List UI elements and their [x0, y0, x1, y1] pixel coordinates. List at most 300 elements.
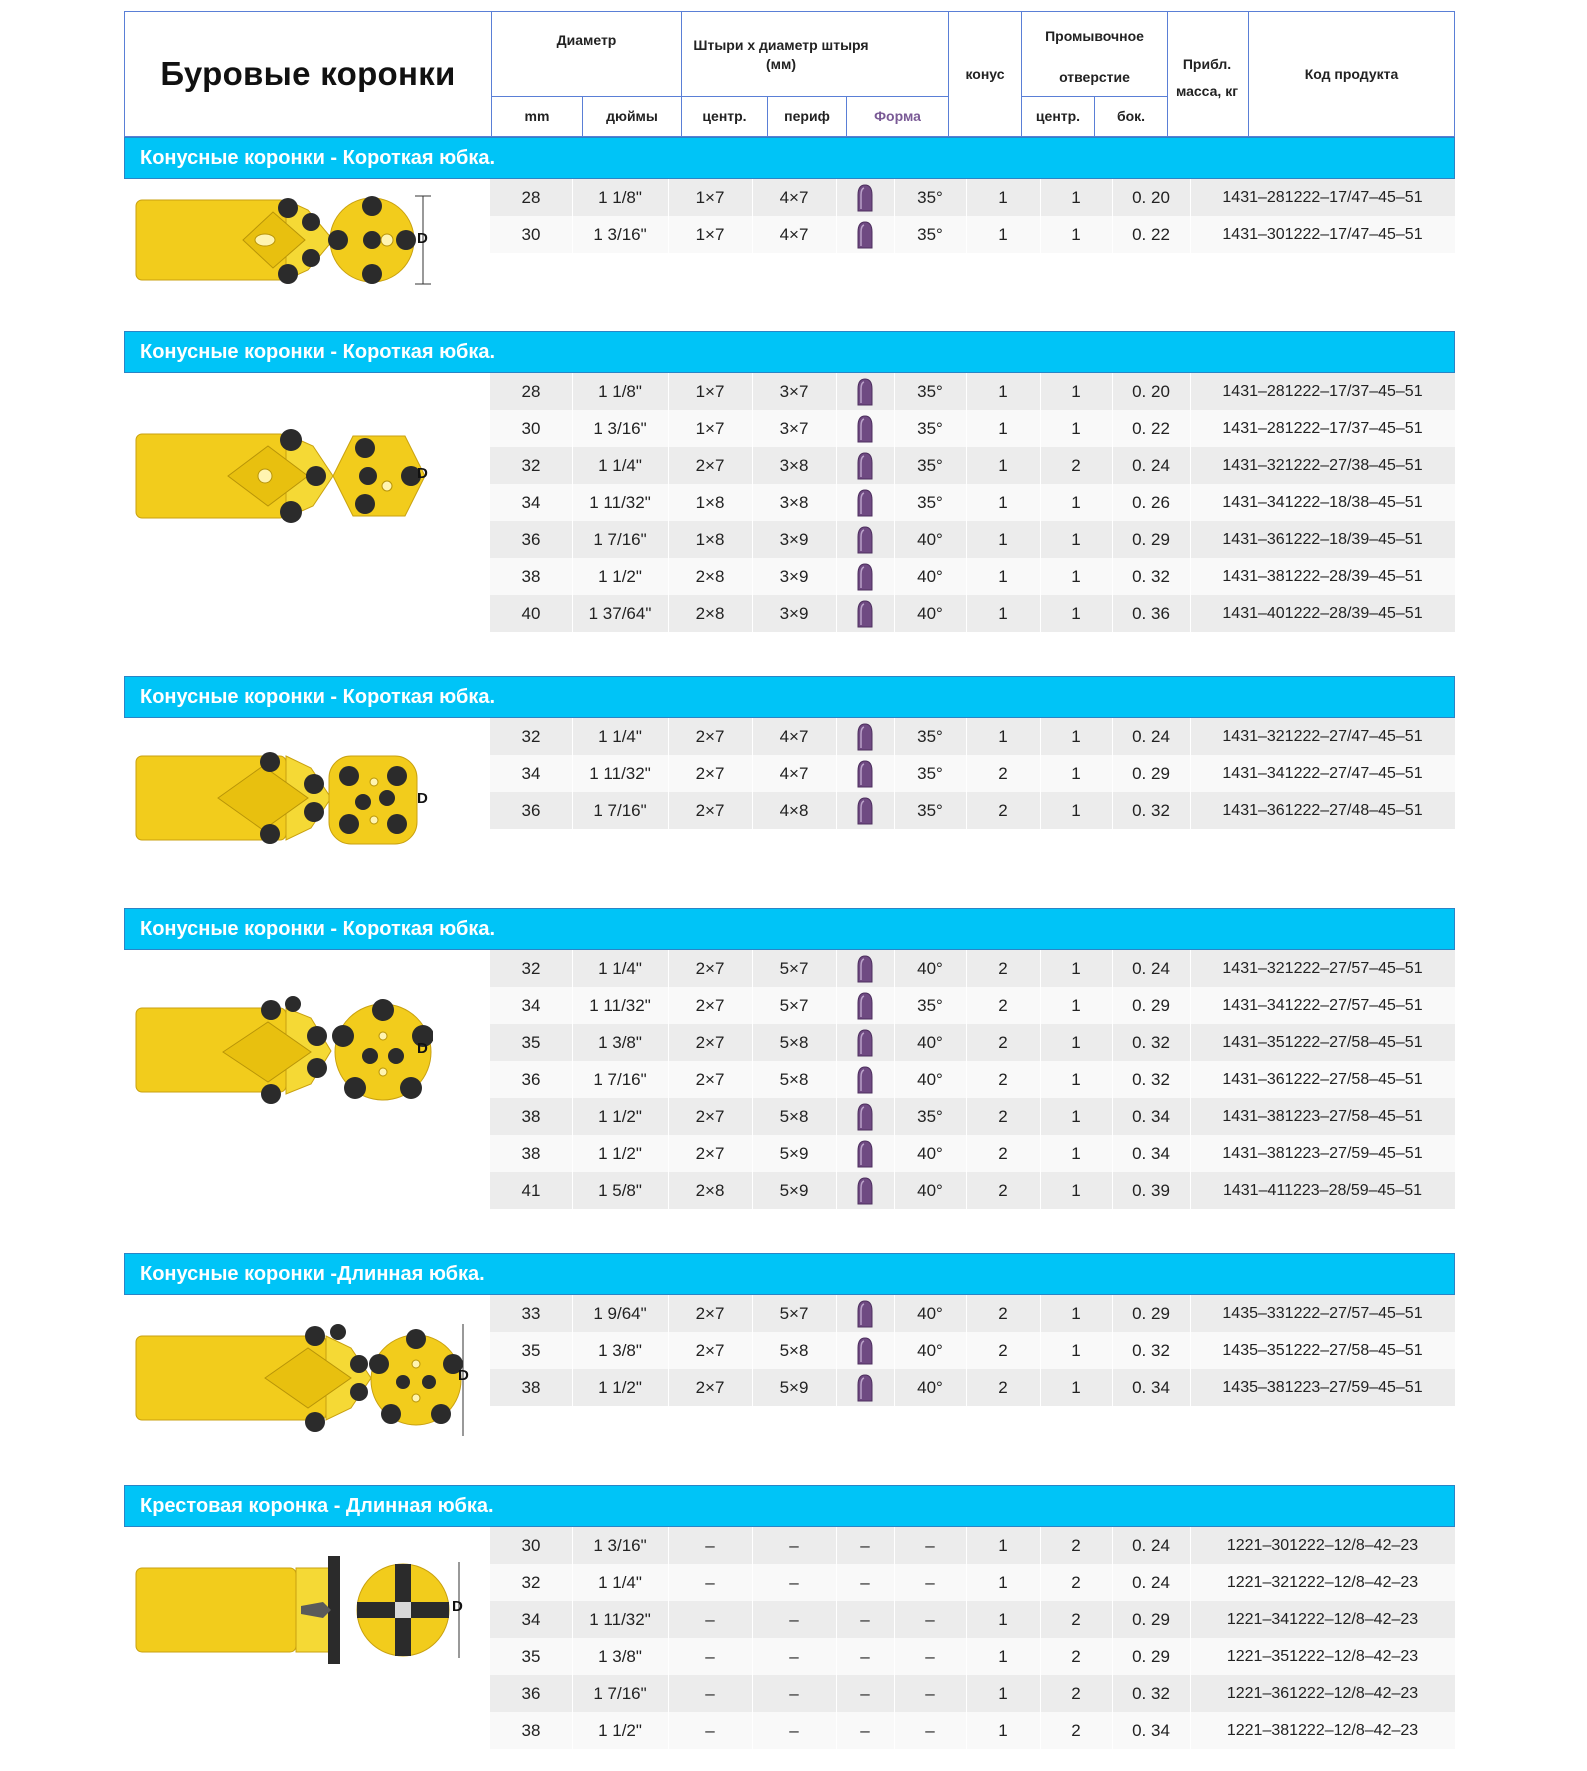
cell-p: 5×9: [779, 1143, 809, 1163]
cell-in: 1 7/16": [593, 1069, 647, 1089]
cell-c: 2×7: [695, 455, 725, 475]
cell-mm: 38: [521, 1106, 541, 1126]
header-flush-side: бок.: [1116, 108, 1146, 125]
cell-mass: 0. 32: [1132, 1069, 1170, 1089]
cell-p: 4×8: [779, 800, 809, 820]
cell-fs: 1: [1071, 418, 1081, 438]
section-band-3: Конусные коронки - Короткая юбка.: [124, 676, 1455, 718]
cell-mass: 0. 24: [1132, 726, 1170, 746]
cell-code: 1431–281222–17/37–45–51: [1222, 382, 1423, 400]
cell-in: 1 1/2": [598, 1106, 642, 1126]
cell-mm: 30: [521, 1535, 541, 1555]
cell-cone: –: [925, 1535, 935, 1555]
cell-cone: 35°: [917, 726, 943, 746]
cell-mm: 28: [521, 187, 541, 207]
cell-in: 1 3/8": [598, 1340, 642, 1360]
cell-p: –: [789, 1535, 799, 1555]
cell-fc: 1: [998, 1535, 1008, 1555]
cell-in: 1 7/16": [593, 800, 647, 820]
cell-code: 1431–321222–27/57–45–51: [1222, 959, 1423, 977]
cell-mass: 0. 26: [1132, 492, 1170, 512]
header-mass: Прибл. масса, кг: [1175, 56, 1239, 99]
cell-shape: –: [860, 1609, 870, 1629]
cell-mass: 0. 29: [1132, 529, 1170, 549]
cell-fs: 1: [1071, 381, 1081, 401]
table-row: [490, 950, 1455, 987]
cell-p: 5×7: [779, 958, 809, 978]
cell-p: 4×7: [779, 726, 809, 746]
cell-fc: 1: [998, 224, 1008, 244]
cell-mm: 36: [521, 1069, 541, 1089]
cell-mm: 34: [521, 763, 541, 783]
cell-p: 5×9: [779, 1180, 809, 1200]
cell-code: 1221–351222–12/8–42–23: [1226, 1647, 1419, 1665]
pin-shape-icon-graphic: [855, 562, 875, 592]
cell-c: 1×8: [695, 492, 725, 512]
pin-shape-icon-graphic: [855, 1102, 875, 1132]
cell-cone: 35°: [917, 418, 943, 438]
cell-mm: 38: [521, 566, 541, 586]
cell-fc: 2: [998, 1303, 1008, 1323]
cell-in: 1 7/16": [593, 529, 647, 549]
cell-c: 2×8: [695, 603, 725, 623]
cell-fc: 2: [998, 1180, 1008, 1200]
table-row: [490, 373, 1455, 410]
cell-p: 4×7: [779, 187, 809, 207]
cell-fs: 1: [1071, 603, 1081, 623]
cell-p: 5×7: [779, 1303, 809, 1323]
pin-shape-icon-graphic: [855, 991, 875, 1021]
cell-p: 3×7: [779, 381, 809, 401]
pin-shape-icon: [836, 447, 894, 484]
header-flush: Промывочное отверстие: [1045, 28, 1144, 85]
cell-in: 1 37/64": [588, 603, 652, 623]
cell-fc: 2: [998, 1340, 1008, 1360]
cell-in: 1 3/8": [598, 1646, 642, 1666]
pin-shape-icon: [836, 179, 894, 216]
cell-c: 1×7: [695, 224, 725, 244]
dimension-label: D: [458, 1367, 469, 1384]
cell-fc: 1: [998, 1683, 1008, 1703]
cell-in: 1 3/8": [598, 1032, 642, 1052]
cell-fs: 1: [1071, 763, 1081, 783]
cell-p: –: [789, 1683, 799, 1703]
table-row: [490, 410, 1455, 447]
cell-fs: 2: [1071, 1535, 1081, 1555]
cell-fs: 2: [1071, 1646, 1081, 1666]
cell-code: 1431–321222–27/38–45–51: [1222, 456, 1423, 474]
cell-code: 1221–341222–12/8–42–23: [1226, 1610, 1419, 1628]
cell-cone: 40°: [917, 1340, 943, 1360]
cell-mm: 38: [521, 1720, 541, 1740]
cell-code: 1431–351222–27/58–45–51: [1222, 1033, 1423, 1051]
cell-p: –: [789, 1646, 799, 1666]
pin-shape-icon: [836, 1295, 894, 1332]
cell-in: 1 1/2": [598, 1377, 642, 1397]
cell-fc: 2: [998, 1032, 1008, 1052]
table-row: [490, 1369, 1455, 1406]
pin-shape-icon-graphic: [855, 722, 875, 752]
cell-p: 5×8: [779, 1340, 809, 1360]
table-row: [490, 1061, 1455, 1098]
cell-mm: 32: [521, 1572, 541, 1592]
bit-illustration-5: [133, 1322, 473, 1438]
cell-c: 1×7: [695, 187, 725, 207]
cell-code: 1431–341222–18/38–45–51: [1222, 493, 1423, 511]
cell-p: 5×8: [779, 1032, 809, 1052]
pin-shape-icon-graphic: [855, 759, 875, 789]
cell-fs: 1: [1071, 1069, 1081, 1089]
cell-c: 1×8: [695, 529, 725, 549]
cell-mass: 0. 34: [1132, 1720, 1170, 1740]
cell-fs: 1: [1071, 1106, 1081, 1126]
page-title: [125, 12, 491, 136]
header-product-code: Код продукта: [1304, 65, 1399, 82]
cell-mm: 35: [521, 1032, 541, 1052]
cell-cone: 40°: [917, 1069, 943, 1089]
cell-in: 1 1/4": [598, 726, 642, 746]
cell-fc: 1: [998, 603, 1008, 623]
cell-cone: –: [925, 1572, 935, 1592]
cell-fs: 1: [1071, 1340, 1081, 1360]
cell-cone: –: [925, 1720, 935, 1740]
cell-c: 2×7: [695, 726, 725, 746]
cell-in: 1 1/2": [598, 1720, 642, 1740]
section-band-6: Крестовая коронка - Длинная юбка.: [124, 1485, 1455, 1527]
pin-shape-icon-graphic: [855, 1299, 875, 1329]
cell-fc: 1: [998, 381, 1008, 401]
table-row: [490, 1638, 1455, 1675]
cell-mass: 0. 34: [1132, 1377, 1170, 1397]
cell-p: 5×7: [779, 995, 809, 1015]
cell-fc: 2: [998, 1143, 1008, 1163]
cell-c: –: [705, 1572, 715, 1592]
cell-c: 2×7: [695, 1069, 725, 1089]
pin-shape-icon: [836, 1135, 894, 1172]
cell-mass: 0. 22: [1132, 224, 1170, 244]
cell-cone: 40°: [917, 529, 943, 549]
table-row: [490, 1712, 1455, 1749]
cell-c: –: [705, 1535, 715, 1555]
pin-shape-icon-graphic: [855, 451, 875, 481]
cell-c: 2×7: [695, 800, 725, 820]
pin-shape-icon-graphic: [855, 1065, 875, 1095]
cell-mass: 0. 29: [1132, 995, 1170, 1015]
dimension-label: D: [417, 230, 428, 247]
pin-shape-icon: [836, 410, 894, 447]
pin-shape-icon: [836, 1172, 894, 1209]
table-row: [490, 484, 1455, 521]
cell-p: 3×9: [779, 529, 809, 549]
cell-p: 5×8: [779, 1069, 809, 1089]
cell-c: –: [705, 1609, 715, 1629]
dimension-label: D: [417, 465, 428, 482]
cell-code: 1431–301222–17/47–45–51: [1222, 225, 1423, 243]
bit-illustration-3: [133, 748, 433, 848]
cell-p: 3×9: [779, 603, 809, 623]
cell-p: –: [789, 1720, 799, 1740]
header-flush-center: центр.: [1035, 108, 1081, 125]
cell-mass: 0. 29: [1132, 1646, 1170, 1666]
table-row: [490, 558, 1455, 595]
cell-fc: 2: [998, 1069, 1008, 1089]
cell-cone: 40°: [917, 1180, 943, 1200]
cell-cone: 35°: [917, 492, 943, 512]
cell-in: 1 1/2": [598, 1143, 642, 1163]
cell-mm: 33: [521, 1303, 541, 1323]
cell-mass: 0. 22: [1132, 418, 1170, 438]
cell-fs: 2: [1071, 455, 1081, 475]
pin-shape-icon: [836, 755, 894, 792]
header-shape: Форма: [874, 108, 921, 125]
pin-shape-icon: [836, 595, 894, 632]
cell-fc: 1: [998, 418, 1008, 438]
cell-mass: 0. 20: [1132, 187, 1170, 207]
cell-code: 1431–341222–27/57–45–51: [1222, 996, 1423, 1014]
cell-in: 1 11/32": [589, 1609, 651, 1629]
cell-c: –: [705, 1683, 715, 1703]
header-pins: Штыри х диаметр штыря (мм): [693, 37, 869, 72]
pin-shape-icon: [836, 521, 894, 558]
cell-shape: –: [860, 1572, 870, 1592]
cell-mass: 0. 24: [1132, 958, 1170, 978]
cell-code: 1221–321222–12/8–42–23: [1226, 1573, 1419, 1591]
cell-fs: 2: [1071, 1683, 1081, 1703]
cell-mass: 0. 36: [1132, 603, 1170, 623]
header-pins-periph: периф: [784, 108, 830, 125]
table-row: [490, 1295, 1455, 1332]
cell-in: 1 3/16": [593, 1535, 647, 1555]
cell-in: 1 11/32": [589, 995, 651, 1015]
cell-mm: 34: [521, 1609, 541, 1629]
cell-c: 2×7: [695, 1106, 725, 1126]
cell-in: 1 1/8": [598, 187, 642, 207]
pin-shape-icon: [836, 1332, 894, 1369]
cell-mm: 32: [521, 726, 541, 746]
cell-mass: 0. 24: [1132, 455, 1170, 475]
bit-illustration-4: [133, 996, 433, 1108]
cell-code: 1431–361222–18/39–45–51: [1222, 530, 1423, 548]
pin-shape-icon-graphic: [855, 1028, 875, 1058]
pin-shape-icon-graphic: [855, 414, 875, 444]
cell-cone: 35°: [917, 1106, 943, 1126]
cell-fs: 1: [1071, 529, 1081, 549]
pin-shape-icon-graphic: [855, 1336, 875, 1366]
cell-c: –: [705, 1646, 715, 1666]
cell-c: 2×7: [695, 1340, 725, 1360]
cell-cone: 40°: [917, 958, 943, 978]
cell-code: 1431–361222–27/58–45–51: [1222, 1070, 1423, 1088]
cell-cone: 35°: [917, 381, 943, 401]
cell-mass: 0. 29: [1132, 1303, 1170, 1323]
bit-illustration-6: [133, 1554, 463, 1666]
cell-fs: 1: [1071, 566, 1081, 586]
cell-cone: 35°: [917, 800, 943, 820]
cell-fs: 1: [1071, 958, 1081, 978]
bit-illustration-2: [133, 424, 433, 526]
cell-code: 1435–331222–27/57–45–51: [1222, 1304, 1423, 1322]
table-row: [490, 1564, 1455, 1601]
cell-p: 5×8: [779, 1106, 809, 1126]
cell-in: 1 3/16": [593, 224, 647, 244]
header-mm: mm: [524, 108, 550, 125]
cell-fc: 1: [998, 492, 1008, 512]
cell-cone: 40°: [917, 1032, 943, 1052]
cell-fs: 2: [1071, 1720, 1081, 1740]
cell-cone: 40°: [917, 1143, 943, 1163]
cell-cone: 35°: [917, 455, 943, 475]
header-pins-center: центр.: [702, 108, 747, 125]
pin-shape-icon: [836, 373, 894, 410]
table-row: [490, 595, 1455, 632]
table-header: [124, 11, 1455, 137]
cell-mm: 36: [521, 529, 541, 549]
cell-p: 3×8: [779, 455, 809, 475]
cell-mm: 36: [521, 800, 541, 820]
cell-fc: 2: [998, 1377, 1008, 1397]
cell-code: 1435–381223–27/59–45–51: [1222, 1378, 1423, 1396]
cell-in: 1 1/4": [598, 958, 642, 978]
cell-in: 1 11/32": [589, 492, 651, 512]
cell-fc: 2: [998, 763, 1008, 783]
header-cone: конус: [965, 65, 1005, 82]
cell-fs: 1: [1071, 224, 1081, 244]
pin-shape-icon-graphic: [855, 377, 875, 407]
cell-mm: 30: [521, 224, 541, 244]
cell-fc: 1: [998, 529, 1008, 549]
cell-fc: 1: [998, 455, 1008, 475]
dimension-label: D: [417, 1040, 428, 1057]
cell-c: 2×7: [695, 1143, 725, 1163]
table-row: [490, 1601, 1455, 1638]
cell-mm: 28: [521, 381, 541, 401]
pin-shape-icon: [836, 718, 894, 755]
section-band-1: Конусные коронки - Короткая юбка.: [124, 137, 1455, 179]
table-row: [490, 179, 1455, 216]
cell-p: 4×7: [779, 763, 809, 783]
cell-code: 1435–351222–27/58–45–51: [1222, 1341, 1423, 1359]
table-row: [490, 1098, 1455, 1135]
cell-cone: 35°: [917, 763, 943, 783]
table-row: [490, 1135, 1455, 1172]
cell-mass: 0. 32: [1132, 800, 1170, 820]
cell-fs: 1: [1071, 995, 1081, 1015]
cell-c: 2×8: [695, 1180, 725, 1200]
table-row: [490, 1172, 1455, 1209]
cell-fc: 2: [998, 800, 1008, 820]
pin-shape-icon: [836, 950, 894, 987]
cell-mm: 40: [521, 603, 541, 623]
cell-in: 1 1/4": [598, 1572, 642, 1592]
cell-p: 4×7: [779, 224, 809, 244]
pin-shape-icon: [836, 987, 894, 1024]
cell-fs: 1: [1071, 726, 1081, 746]
cell-in: 1 1/4": [598, 455, 642, 475]
cell-c: 2×7: [695, 763, 725, 783]
cell-fc: 1: [998, 1720, 1008, 1740]
table-row: [490, 1024, 1455, 1061]
cell-in: 1 9/64": [593, 1303, 647, 1323]
dimension-label: D: [417, 790, 428, 807]
cell-fc: 2: [998, 958, 1008, 978]
pin-shape-icon-graphic: [855, 220, 875, 250]
cell-code: 1431–361222–27/48–45–51: [1222, 801, 1423, 819]
cell-mass: 0. 39: [1132, 1180, 1170, 1200]
cell-mm: 36: [521, 1683, 541, 1703]
header-diameter: Диаметр: [556, 31, 617, 48]
pin-shape-icon-graphic: [855, 525, 875, 555]
cell-cone: –: [925, 1646, 935, 1666]
cell-mass: 0. 20: [1132, 381, 1170, 401]
cell-fs: 2: [1071, 1572, 1081, 1592]
cell-mm: 38: [521, 1143, 541, 1163]
cell-mm: 30: [521, 418, 541, 438]
cell-p: 5×9: [779, 1377, 809, 1397]
cell-in: 1 5/8": [598, 1180, 642, 1200]
cell-mass: 0. 34: [1132, 1143, 1170, 1163]
cell-fs: 1: [1071, 1143, 1081, 1163]
cell-cone: –: [925, 1683, 935, 1703]
pin-shape-icon-graphic: [855, 1373, 875, 1403]
cell-shape: –: [860, 1535, 870, 1555]
cell-fs: 1: [1071, 1303, 1081, 1323]
cell-mm: 32: [521, 455, 541, 475]
pin-shape-icon: [836, 1061, 894, 1098]
cell-cone: 35°: [917, 995, 943, 1015]
cell-p: –: [789, 1572, 799, 1592]
cell-cone: 40°: [917, 603, 943, 623]
cell-mm: 35: [521, 1340, 541, 1360]
cell-cone: 35°: [917, 224, 943, 244]
table-row: [490, 447, 1455, 484]
cell-code: 1431–341222–27/47–45–51: [1222, 764, 1423, 782]
cell-code: 1431–381222–28/39–45–51: [1222, 567, 1423, 585]
cell-code: 1431–381223–27/59–45–51: [1222, 1144, 1423, 1162]
cell-in: 1 11/32": [589, 763, 651, 783]
cell-in: 1 3/16": [593, 418, 647, 438]
cell-c: 2×7: [695, 958, 725, 978]
cell-c: 2×7: [695, 1303, 725, 1323]
cell-c: –: [705, 1720, 715, 1740]
table-row: [490, 792, 1455, 829]
cell-c: 2×7: [695, 995, 725, 1015]
pin-shape-icon-graphic: [855, 183, 875, 213]
cell-fc: 1: [998, 1572, 1008, 1592]
cell-code: 1221–301222–12/8–42–23: [1226, 1536, 1419, 1554]
pin-shape-icon-graphic: [855, 599, 875, 629]
table-row: [490, 521, 1455, 558]
cell-shape: –: [860, 1646, 870, 1666]
cell-mm: 34: [521, 492, 541, 512]
pin-shape-icon-graphic: [855, 1176, 875, 1206]
cell-mass: 0. 32: [1132, 1340, 1170, 1360]
cell-cone: 40°: [917, 566, 943, 586]
cell-mm: 38: [521, 1377, 541, 1397]
cell-mass: 0. 24: [1132, 1535, 1170, 1555]
cell-p: 3×9: [779, 566, 809, 586]
cell-shape: –: [860, 1720, 870, 1740]
dimension-label: D: [452, 1598, 463, 1615]
cell-cone: 35°: [917, 187, 943, 207]
pin-shape-icon-graphic: [855, 954, 875, 984]
pin-shape-icon: [836, 792, 894, 829]
cell-mass: 0. 32: [1132, 566, 1170, 586]
cell-fc: 1: [998, 726, 1008, 746]
cell-code: 1431–411223–28/59–45–51: [1222, 1181, 1423, 1199]
table-row: [490, 1675, 1455, 1712]
cell-p: 3×7: [779, 418, 809, 438]
cell-c: 1×7: [695, 381, 725, 401]
